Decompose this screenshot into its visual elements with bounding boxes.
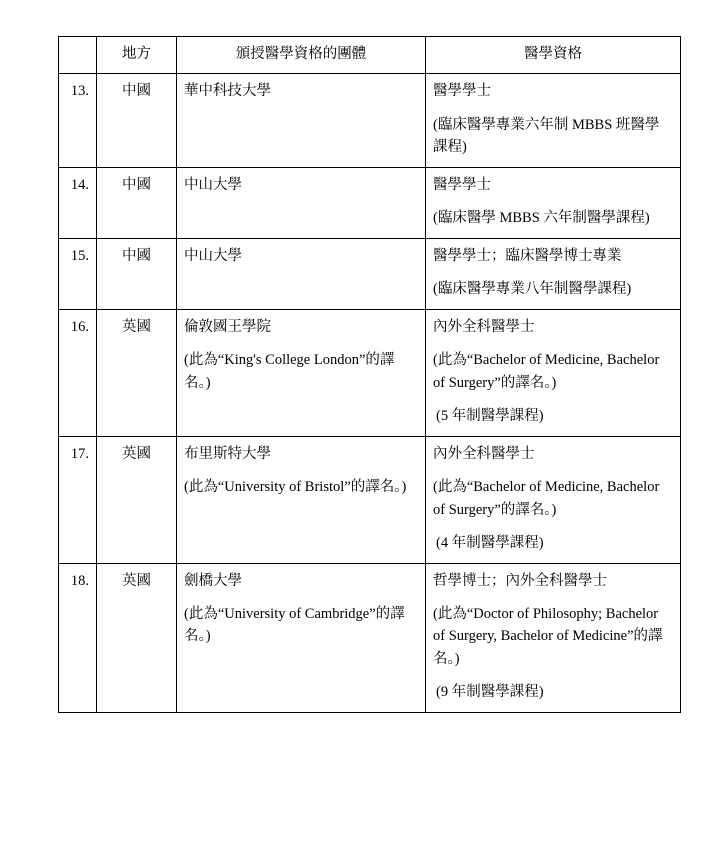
qualification-note: (此為“Doctor of Philosophy; Bachelor of Surgery, Bachelor of Medicine”的譯名。) — [433, 605, 663, 667]
row-qualification — [426, 436, 681, 563]
table-row — [59, 563, 681, 712]
qualification-note: (臨床醫學專業八年制醫學課程) — [433, 281, 632, 298]
row-awarding-body — [177, 74, 426, 167]
qualification-title: 內外全科醫學士 — [433, 445, 535, 462]
row-awarding-body — [177, 436, 426, 563]
awarding-body-note: (此為“University of Cambridge”的譯名。) — [184, 605, 405, 645]
table-header — [59, 37, 681, 74]
row-place: 中國 — [97, 167, 177, 238]
medical-qualifications-table — [58, 36, 681, 713]
qualification-note: (此為“Bachelor of Medicine, Bachelor of Surgery”的譯名。) — [433, 352, 660, 391]
row-awarding-body — [177, 563, 426, 712]
row-number: 15. — [59, 238, 97, 309]
awarding-body-name: 中山大學 — [184, 176, 242, 193]
row-place: 中國 — [97, 74, 177, 167]
qualification-duration: (9 年制醫學課程) — [436, 684, 544, 701]
awarding-body-name: 中山大學 — [184, 247, 242, 264]
row-qualification — [426, 309, 681, 436]
table-row — [59, 167, 681, 238]
row-place: 英國 — [97, 309, 177, 436]
row-number: 16. — [59, 309, 97, 436]
row-qualification — [426, 238, 681, 309]
table-row — [59, 74, 681, 167]
awarding-body-name: 劍橋大學 — [184, 572, 242, 589]
qualification-note: (臨床醫學 MBBS 六年制醫學課程) — [433, 210, 650, 227]
table-body — [59, 74, 681, 712]
row-place: 中國 — [97, 238, 177, 309]
qualification-title: 醫學學士 — [433, 176, 491, 193]
row-awarding-body — [177, 167, 426, 238]
row-number: 14. — [59, 167, 97, 238]
awarding-body-name: 倫敦國王學院 — [184, 318, 271, 335]
table-row — [59, 309, 681, 436]
row-qualification — [426, 74, 681, 167]
table-row — [59, 238, 681, 309]
table-header-row — [59, 37, 681, 74]
awarding-body-note: (此為“King's College London”的譯名。) — [184, 352, 395, 391]
row-awarding-body — [177, 238, 426, 309]
qualification-title: 哲學博士；內外全科醫學士 — [433, 572, 607, 589]
qualification-note: (此為“Bachelor of Medicine, Bachelor of Surgery”的譯名。) — [433, 479, 660, 518]
row-number: 17. — [59, 436, 97, 563]
row-number: 13. — [59, 74, 97, 167]
column-header-number — [59, 37, 97, 74]
qualification-duration: (4 年制醫學課程) — [436, 535, 544, 552]
awarding-body-name: 華中科技大學 — [184, 83, 271, 100]
row-place: 英國 — [97, 436, 177, 563]
qualification-title: 醫學學士；臨床醫學博士專業 — [433, 247, 622, 264]
awarding-body-note: (此為“University of Bristol”的譯名。) — [184, 479, 407, 496]
row-awarding-body — [177, 309, 426, 436]
column-header-awarding-body: 頒授醫學資格的團體 — [177, 37, 426, 74]
column-header-place: 地方 — [97, 37, 177, 74]
table-row — [59, 436, 681, 563]
qualification-note: (臨床醫學專業六年制 MBBS 班醫學課程) — [433, 116, 660, 156]
column-header-qualification: 醫學資格 — [426, 37, 681, 74]
row-qualification — [426, 563, 681, 712]
row-place: 英國 — [97, 563, 177, 712]
qualification-title: 內外全科醫學士 — [433, 318, 535, 335]
qualification-title: 醫學學士 — [433, 83, 491, 100]
row-number: 18. — [59, 563, 97, 712]
qualification-duration: (5 年制醫學課程) — [436, 408, 544, 425]
row-qualification — [426, 167, 681, 238]
awarding-body-name: 布里斯特大學 — [184, 445, 271, 462]
